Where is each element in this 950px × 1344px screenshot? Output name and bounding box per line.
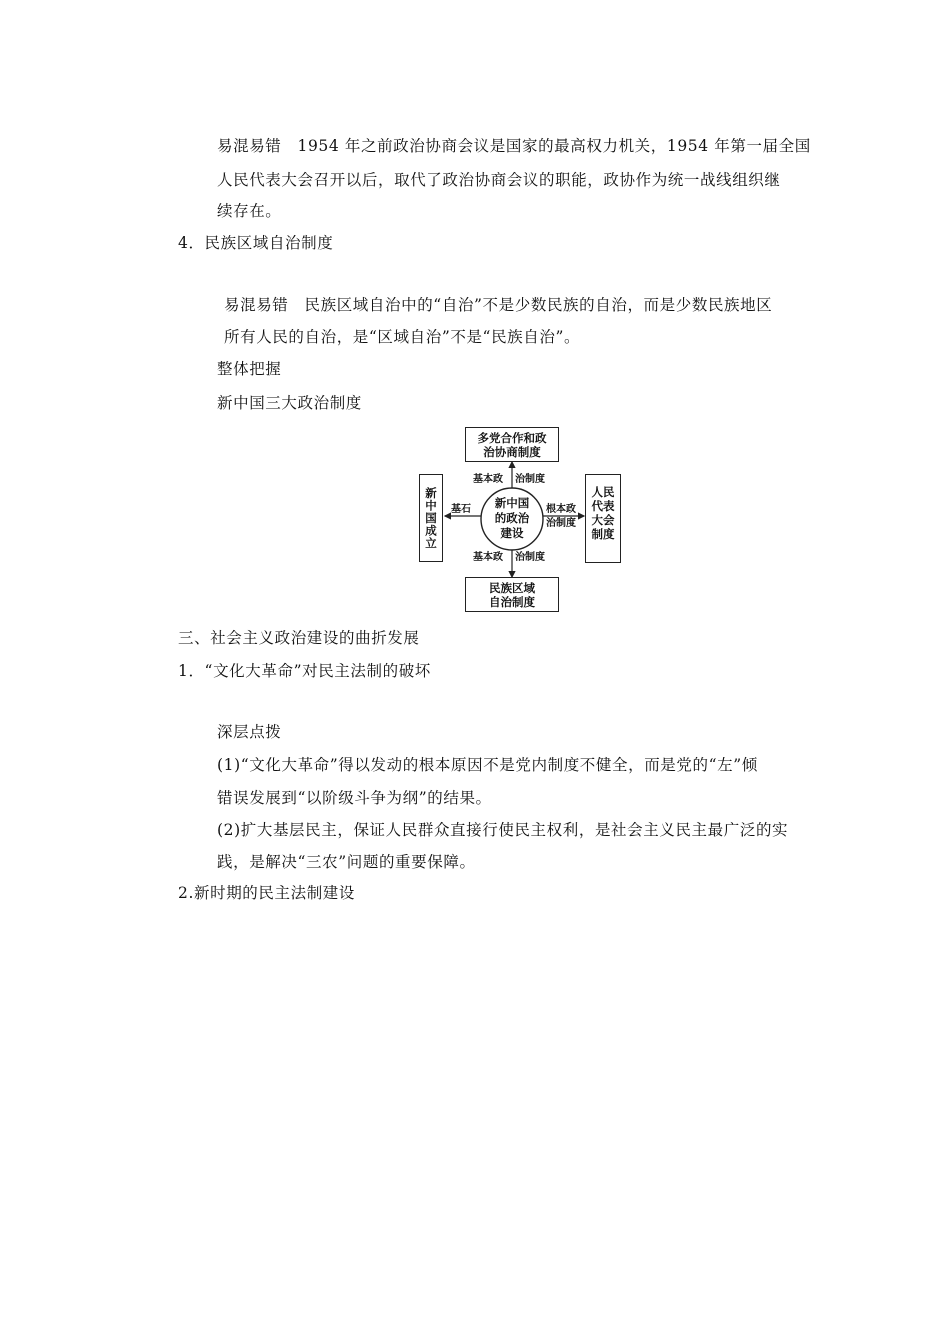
section-heading: 三、社会主义政治建设的曲折发展 <box>178 629 420 647</box>
box-line: 多党合作和政 <box>477 431 547 445</box>
overview-label: 整体把握 <box>217 360 282 378</box>
box-multiparty-cooperation <box>465 427 559 462</box>
note-line: 易混易错 1954 年之前政治协商会议是国家的最高权力机关，1954 年第一届全国 <box>217 137 811 155</box>
edge-label-bottom-right: 治制度 <box>515 552 545 563</box>
box-text: 人民代表大会制度 <box>591 485 615 541</box>
box-line: 民族区域 <box>489 581 535 595</box>
diagram-title: 新中国三大政治制度 <box>217 394 362 412</box>
center-line: 新中国 <box>494 496 530 510</box>
edge-label-top-left: 基本政 <box>473 474 503 485</box>
box-line: 治协商制度 <box>483 445 541 459</box>
paragraph-line: (2)扩大基层民主，保证人民群众直接行使民主权利，是社会主义民主最广泛的实 <box>217 821 789 839</box>
box-peoples-congress <box>585 474 621 563</box>
edge-label-right-2: 治制度 <box>546 518 576 529</box>
note-line: 易混易错 民族区域自治中的“自治”不是少数民族的自治，而是少数民族地区 <box>224 296 773 314</box>
paragraph-line: 错误发展到“以阶级斗争为纲”的结果。 <box>217 789 492 807</box>
edge-label-bottom-left: 基本政 <box>473 552 503 563</box>
box-regional-autonomy <box>465 577 559 612</box>
box-text: 新中国成立 <box>424 486 438 550</box>
note-line: 人民代表大会召开以后，取代了政治协商会议的职能，政协作为统一战线组织继 <box>217 171 781 189</box>
box-founding <box>419 474 443 562</box>
deep-label: 深层点拨 <box>217 723 282 741</box>
note-line: 所有人民的自治，是“区域自治”不是“民族自治”。 <box>224 328 581 346</box>
edge-label-right-1: 根本政 <box>546 504 576 515</box>
edge-label-top-right: 治制度 <box>515 474 545 485</box>
item-heading: 4．民族区域自治制度 <box>178 234 334 252</box>
box-line: 自治制度 <box>489 595 535 609</box>
item-heading: 2.新时期的民主法制建设 <box>178 884 355 902</box>
note-line: 续存在。 <box>217 202 282 220</box>
center-text <box>482 496 542 541</box>
item-heading: 1．“文化大革命”对民主法制的破坏 <box>178 662 431 680</box>
center-line: 建设 <box>500 526 524 540</box>
political-system-diagram <box>418 424 623 614</box>
paragraph-line: 践，是解决“三农”问题的重要保障。 <box>217 853 476 871</box>
paragraph-line: (1)“文化大革命”得以发动的根本原因不是党内制度不健全，而是党的“左”倾 <box>217 756 758 774</box>
edge-label-left: 基石 <box>451 504 471 515</box>
center-line: 的政治 <box>494 511 530 525</box>
